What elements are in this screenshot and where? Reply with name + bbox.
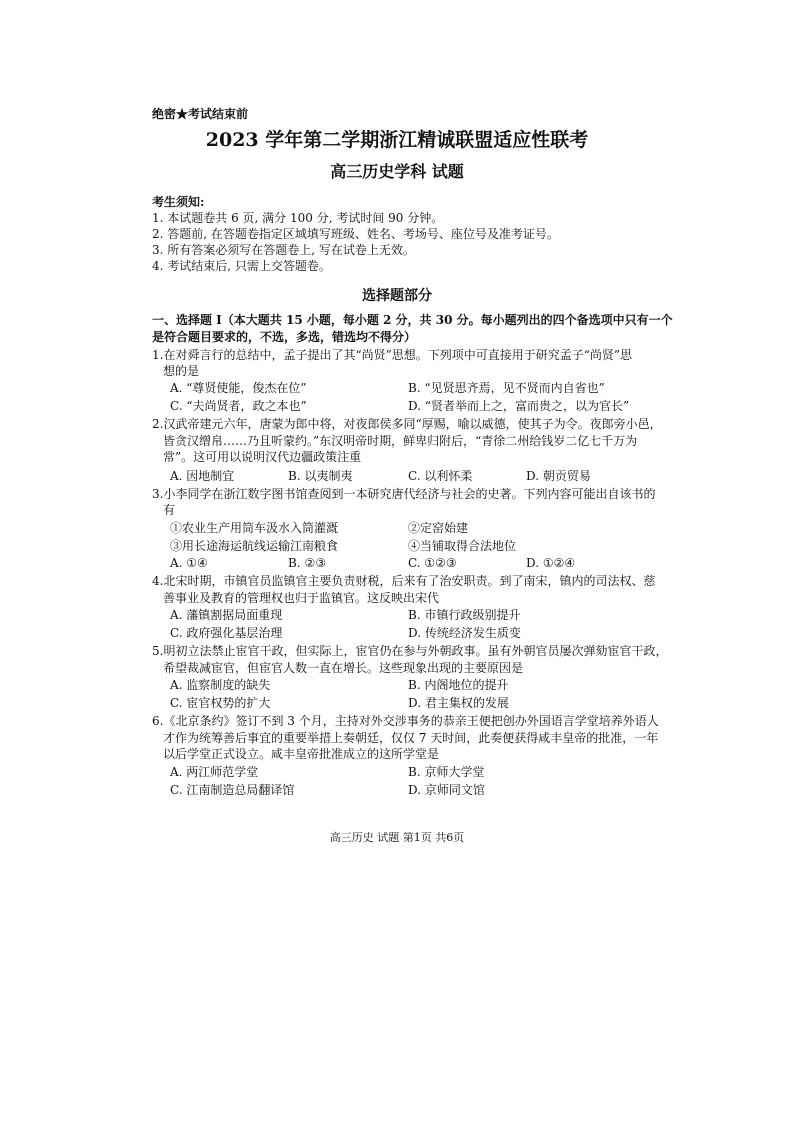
- answer-option: D. 朝贡贸易: [526, 469, 591, 483]
- statement-item: ①农业生产用筒车汲水入筒灌溉: [170, 521, 339, 535]
- question-stem: 想的是: [163, 364, 200, 378]
- answer-option: B. 以夷制夷: [288, 469, 353, 483]
- question-stem: 2.汉武帝建元六年，唐蒙为郎中将，对夜郎侯多同“厚赐，喻以威德，使其子为令。夜郎旁小邑，: [152, 417, 662, 431]
- answer-option: A. 监察制度的缺失: [170, 678, 271, 692]
- question-stem: 5.明初立法禁止宦官干政，但实际上，宦官仍在参与外朝政事。虽有外朝官员屡次弹劾宦官干政，: [152, 644, 668, 658]
- question-stem: 3.小李同学在浙江数字图书馆查阅到一本研究唐代经济与社会的史著。下列内容可能出自该书的: [152, 487, 656, 501]
- answer-option: A. 藩镇割据局面重现: [170, 608, 283, 622]
- notice-item: 4. 考试结束后, 只需上交答题卷。: [152, 259, 331, 273]
- statement-item: ④当铺取得合法地位: [408, 539, 517, 553]
- section-title: 选择题部分: [362, 288, 432, 304]
- question-stem: 常”。这可用以说明汉代边疆政策注重: [163, 450, 362, 464]
- question-stem: 皆贪汉缯帛……乃且听蒙约。”东汉明帝时期，鲜卑归附后，“青徐二州给钱岁二亿七千万为: [163, 434, 638, 448]
- notice-item: 2. 答题前, 在答题卷指定区域填写班级、姓名、考场号、座位号及准考证号。: [152, 227, 559, 241]
- part-instruction: 一、选择题 I（本大题共 15 小题，每小题 2 分，共 30 分。每小题列出的四个备选项中只有一个: [152, 313, 673, 327]
- answer-option: C. 政府强化基层治理: [170, 626, 283, 640]
- statement-item: ③用长途海运航线运输江南粮食: [170, 539, 339, 553]
- answer-option: C. 以利怀柔: [408, 469, 473, 483]
- question-stem: 希望裁减宦官，但宦官人数一直在增长。这些现象出现的主要原因是: [163, 661, 524, 675]
- exam-subtitle: 高三历史学科 试题: [330, 162, 464, 181]
- answer-option: A. “尊贤使能，俊杰在位”: [170, 381, 307, 395]
- answer-option: A. 因地制宜: [170, 469, 235, 483]
- question-stem: 才作为统筹善后事宜的重要举措上奏朝廷，仅仅 7 天时间，此奏便获得咸丰皇帝的批准，一年: [163, 731, 659, 745]
- question-stem: 善事业及教育的管理权也归于监镇官。这反映出宋代: [163, 591, 440, 605]
- question-stem: 有: [163, 503, 176, 517]
- question-stem: 1.在对舜言行的总结中，孟子提出了其“尚贤”思想。下列项中可直接用于研究孟子“尚贤”思: [152, 348, 632, 362]
- notice-item: 1. 本试题卷共 6 页, 满分 100 分, 考试时间 90 分钟。: [152, 211, 444, 225]
- answer-option: A. ①④: [170, 556, 208, 570]
- question-stem: 6.《北京条约》签订不到 3 个月，主持对外交涉事务的恭亲王便把创办外国语言学堂培养外语人: [152, 714, 659, 728]
- answer-option: A. 两江师范学堂: [170, 765, 259, 779]
- notice-heading: 考生须知:: [152, 195, 205, 209]
- exam-title: 2023 学年第二学期浙江精诚联盟适应性联考: [205, 129, 589, 151]
- answer-option: D. 京师同文馆: [408, 783, 485, 797]
- answer-option: B. 内阁地位的提升: [408, 678, 509, 692]
- answer-option: B. 京师大学堂: [408, 765, 485, 779]
- answer-option: C. 江南制造总局翻译馆: [170, 783, 295, 797]
- part-instruction: 是符合题目要求的，不选，多选，错选均不得分）: [152, 330, 417, 344]
- answer-option: D. “贤者举而上之，富而贵之，以为官长”: [408, 399, 630, 413]
- notice-item: 3. 所有答案必须写在答题卷上, 写在试卷上无效。: [152, 243, 415, 257]
- answer-option: B. 市镇行政级别提升: [408, 608, 521, 622]
- answer-option: C. ①②③: [408, 556, 457, 570]
- page-footer: 高三历史 试题 第1页 共6页: [329, 831, 465, 844]
- answer-option: D. 传统经济发生质变: [408, 626, 521, 640]
- answer-option: D. 君主集权的发展: [408, 696, 509, 710]
- answer-option: D. ①②④: [526, 556, 576, 570]
- answer-option: C. 宦官权势的扩大: [170, 696, 271, 710]
- answer-option: B. “见贤思齐焉，见不贤而内自省也”: [408, 381, 605, 395]
- confidential-label: 绝密★考试结束前: [152, 107, 249, 121]
- question-stem: 以后学堂正式设立。咸丰皇帝批准成立的这所学堂是: [163, 747, 440, 761]
- statement-item: ②定窑始建: [408, 521, 469, 535]
- question-stem: 4.北宋时期，市镇官员监镇官主要负责财税，后来有了治安职责。到了南宋，镇内的司法权、慈: [152, 574, 656, 588]
- answer-option: C. “夫尚贤者，政之本也”: [170, 399, 307, 413]
- answer-option: B. ②③: [288, 556, 326, 570]
